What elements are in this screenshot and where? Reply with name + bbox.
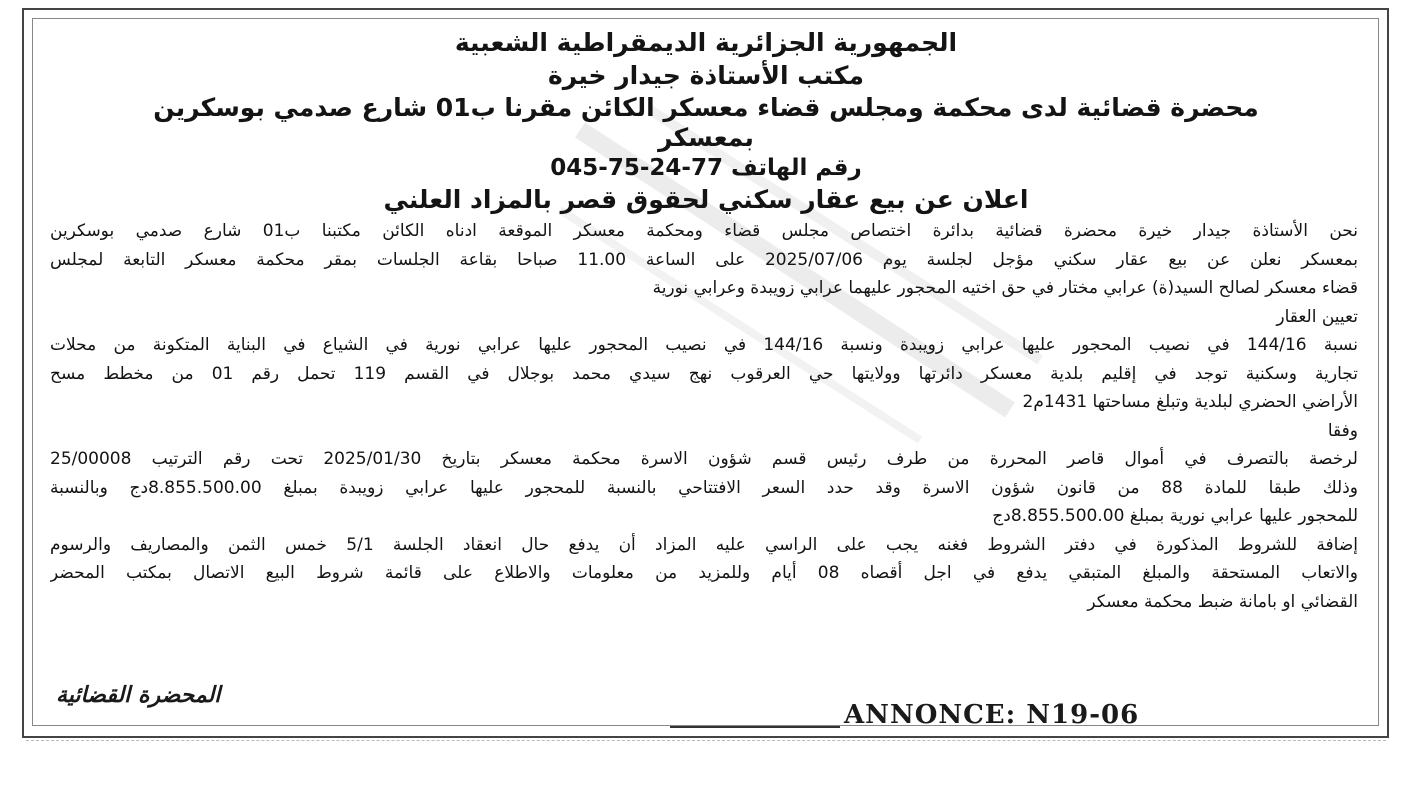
section-heading: وفقا (1327, 420, 1358, 441)
announcement-title: اعلان عن بيع عقار سكني لحقوق قصر بالمزاد العلني (383, 185, 1029, 214)
annonce-rule (670, 726, 840, 728)
republic-heading: الجمهورية الجزائرية الديمقراطية الشعبية (454, 28, 958, 57)
section-heading: تعيين العقار (1276, 306, 1358, 327)
body-line: وذلك طبقا للمادة 88 من قانون شؤون الاسرة وقد حدد السعر الافتتاحي بالنسبة للمحجور عليها عرابي زويبدة بمبلغ 8.855.500.00دج وبالنسبة (50, 477, 1358, 498)
body-line: القضائي او بامانة ضبط محكمة معسكر (1087, 591, 1358, 612)
body-line: نحن الأستاذة جيدار خيرة محضرة قضائية بدائرة اختصاص مجلس قضاء ومحكمة معسكر الموقعة ادناه الكائن مكتبنا ب01 شارع صدمي بوسكرين (50, 221, 1358, 241)
bailiff-heading: محضرة قضائية لدى محكمة ومجلس قضاء معسكر الكائن مقرنا ب01 شارع صدمي بوسكرين (153, 93, 1259, 122)
body-line: قضاء معسكر لصالح السيد(ة) عرابي مختار في حق اختيه المحجور عليهما عرابي زويبدة وعرابي نورية (652, 278, 1358, 298)
bottom-divider (26, 740, 1386, 741)
announcement-body (48, 217, 1364, 616)
body-line: نسبة 144/16 في نصيب المحجور عليها عرابي زويبدة ونسبة 144/16 في نصيب المحجور عليها عرابي نورية في الشياع في البناية المتكونة من محلات (50, 335, 1358, 355)
office-heading: مكتب الأستاذة جيدار خيرة (548, 61, 864, 90)
signature-text: المحضرة القضائية (56, 682, 221, 708)
body-line: بمعسكر نعلن عن بيع عقار سكني مؤجل لجلسة يوم 2025/07/06 على الساعة 11.00 صباحا بقاعة الجلسات بمقر محكمة معسكر التابعة لمجلس (50, 249, 1358, 270)
announcement-document (48, 26, 1364, 616)
body-line: الأراضي الحضري لبلدية وتبلغ مساحتها 1431م2 (1022, 392, 1358, 412)
body-line: والاتعاب المستحقة والمبلغ المتبقي يدفع في اجل أقصاه 08 أيام وللمزيد من معلومات والاطلاع على قائمة شروط البيع الاتصال بمكتب المحضر (50, 563, 1358, 583)
body-line: للمحجور عليها عرابي نورية بمبلغ 8.855.500.00دج (992, 506, 1358, 526)
body-line: إضافة للشروط المذكورة في دفتر الشروط فغنه يجب على الراسي عليه المزاد أن يدفع حال انعقاد الجلسة 5/1 خمس الثمن والمصاريف والرسوم (50, 534, 1358, 555)
annonce-number: ANNONCE: N19-06 (844, 700, 1140, 730)
phone-number: رقم الهاتف 77-24-75-045 (550, 155, 862, 181)
body-line: تجارية وسكنية توجد في إقليم بلدية معسكر دائرتها وولايتها حي العرقوب نهج سيدي محمد بوجلال في القسم 119 تحمل رقم 01 من مخطط مسح (50, 363, 1358, 384)
bailiff-heading-city: بمعسكر (658, 123, 754, 152)
body-line: لرخصة بالتصرف في أموال قاصر المحررة من طرف رئيس قسم شؤون الاسرة محكمة معسكر بتاريخ 2025/01/30 تحت رقم الترتيب 25/00008 (50, 449, 1358, 469)
